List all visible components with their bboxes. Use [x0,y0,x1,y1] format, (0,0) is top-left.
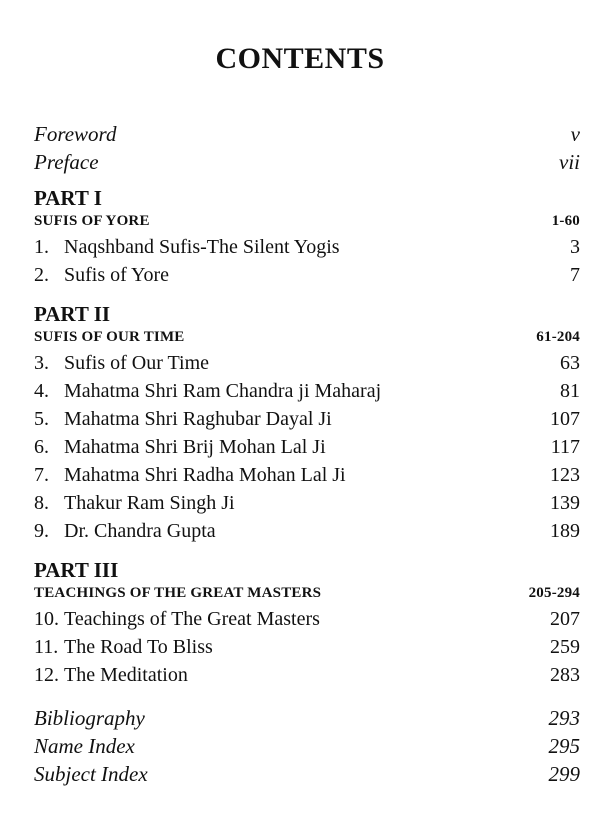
toc-entry-bibliography[interactable] [34,706,580,734]
chapter-page: 117 [550,436,580,458]
section-heading[interactable] [34,213,580,236]
toc-chapter[interactable] [34,520,580,548]
page-title: CONTENTS [215,42,385,75]
section-range: 1-60 [551,213,580,229]
entry-label: Name Index [34,734,135,758]
entry-page: 295 [548,734,580,758]
toc-chapter[interactable] [34,492,580,520]
chapter-title: Sufis of Yore [64,264,170,286]
part-heading [34,186,580,213]
entry-page: 299 [548,762,580,786]
chapter-title: Teachings of The Great Masters [64,608,320,630]
toc-entry-subject-index[interactable] [34,762,580,790]
toc-entry-name-index[interactable] [34,734,580,762]
chapter-number: 7. [34,464,49,486]
entry-label: Preface [34,150,99,174]
part-heading [34,558,580,585]
section-heading[interactable] [34,329,580,352]
chapter-number: 4. [34,380,49,402]
chapter-title: Naqshband Sufis-The Silent Yogis [64,236,340,258]
section-title: SUFIS OF OUR TIME [34,329,185,345]
chapter-number: 12. [34,664,59,686]
chapter-title: Dr. Chandra Gupta [64,520,216,542]
section-range: 205-294 [528,585,580,601]
part-heading [34,302,580,329]
entry-label: Subject Index [34,762,148,786]
section-range: 61-204 [536,329,580,345]
chapter-number: 10. [34,608,59,630]
chapter-title: Thakur Ram Singh Ji [64,492,235,514]
chapter-number: 1. [34,236,49,258]
section-title: TEACHINGS OF THE GREAT MASTERS [34,585,322,601]
entry-page: vii [559,150,580,174]
table-of-contents [34,122,580,790]
chapter-title: Mahatma Shri Raghubar Dayal Ji [64,408,332,430]
chapter-page: 189 [550,520,580,542]
toc-chapter[interactable] [34,408,580,436]
toc-entry-preface[interactable] [34,150,580,178]
toc-chapter[interactable] [34,352,580,380]
chapter-page: 3 [570,236,580,258]
entry-page: 293 [548,706,580,730]
chapter-number: 9. [34,520,49,542]
chapter-number: 11. [34,636,59,658]
chapter-title: The Road To Bliss [64,636,213,658]
part-label: PART III [34,558,119,582]
chapter-title: Sufis of Our Time [64,352,210,374]
toc-chapter[interactable] [34,636,580,664]
entry-label: Foreword [34,122,117,146]
chapter-page: 81 [560,380,580,402]
chapter-page: 283 [550,664,580,686]
toc-entry-foreword[interactable] [34,122,580,150]
chapter-page: 63 [560,352,580,374]
section-title: SUFIS OF YORE [34,213,150,229]
chapter-title: Mahatma Shri Ram Chandra ji Maharaj [64,380,382,402]
toc-chapter[interactable] [34,608,580,636]
chapter-number: 2. [34,264,49,286]
toc-chapter[interactable] [34,264,580,292]
chapter-page: 139 [550,492,580,514]
chapter-page: 123 [550,464,580,486]
chapter-number: 5. [34,408,49,430]
chapter-number: 6. [34,436,49,458]
chapter-number: 3. [34,352,49,374]
toc-chapter[interactable] [34,436,580,464]
chapter-title: The Meditation [64,664,188,686]
toc-chapter[interactable] [34,236,580,264]
entry-label: Bibliography [34,706,145,730]
chapter-page: 207 [550,608,580,630]
chapter-number: 8. [34,492,49,514]
chapter-title: Mahatma Shri Brij Mohan Lal Ji [64,436,326,458]
entry-page: v [570,122,580,146]
toc-chapter[interactable] [34,464,580,492]
chapter-page: 259 [550,636,580,658]
toc-chapter[interactable] [34,664,580,692]
chapter-page: 7 [570,264,580,286]
toc-chapter[interactable] [34,380,580,408]
part-label: PART I [34,186,102,210]
part-label: PART II [34,302,111,326]
section-heading[interactable] [34,585,580,608]
chapter-title: Mahatma Shri Radha Mohan Lal Ji [64,464,346,486]
chapter-page: 107 [550,408,580,430]
